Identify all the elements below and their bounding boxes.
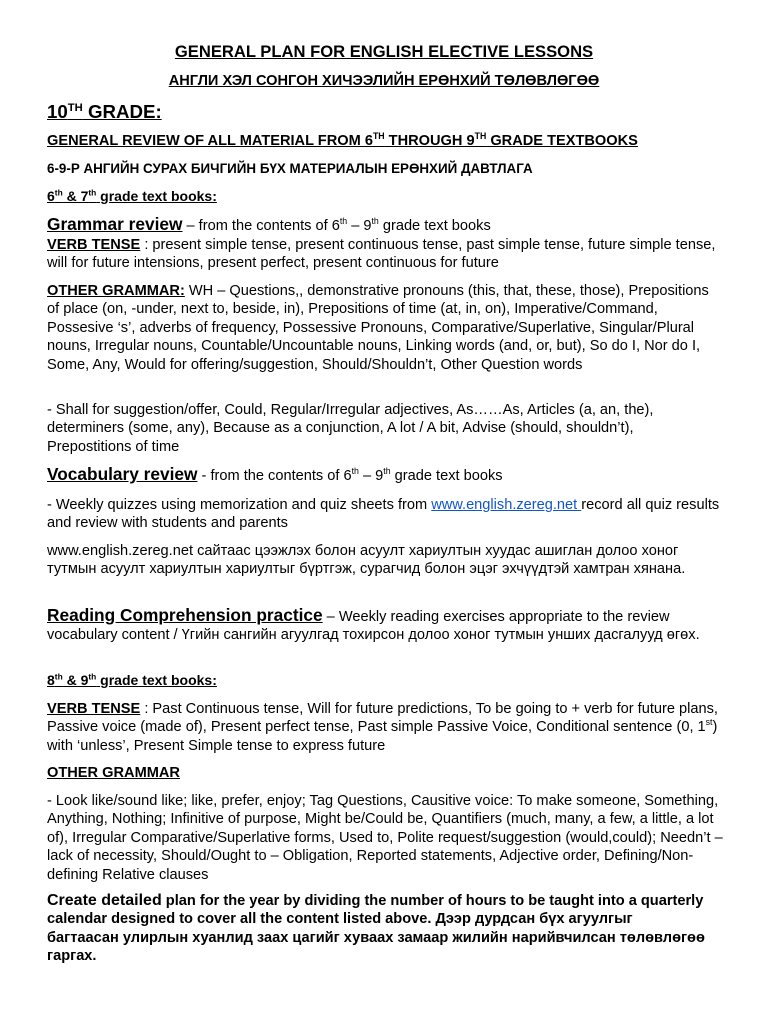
verb-tense-label: VERB TENSE	[47, 237, 141, 253]
grammar-review-heading: Grammar review	[47, 214, 183, 234]
other-grammar-8-9-paragraph: - Look like/sound like; like, prefer, enjoy; Tag Questions, Causitive voice: To make someone, Something, Anything, Nothing; Infinitive of purpose, Might be/Could be, Quantifiers (much, many, a few, a little, a lot of), Irregular Comparative/Superlative forms, Used to, Polite request/suggestion (would,could); Needn’t – lack of necessity, Should/Ought to – Obligation, Reported statements, Adjective order, Defining/Non-defining Relative clauses	[47, 793, 723, 883]
general-review-heading: GENERAL REVIEW OF ALL MATERIAL FROM 6TH THROUGH 9TH GRADE TEXTBOOKS	[47, 131, 638, 149]
grammar-extra-paragraph: - Shall for suggestion/offer, Could, Regular/Irregular adjectives, As……As, Articles (a, an, the), determiners (some, any), Because as a conjunction, A lot / A bit, Advise (should, shouldn’t), Prepostitions of time	[47, 402, 654, 455]
verb-tense-8-9-label: VERB TENSE	[47, 701, 141, 717]
grade-heading: 10TH GRADE:	[47, 101, 162, 122]
books-6-7-heading: 6th & 7th grade text books:	[47, 187, 217, 204]
other-grammar-paragraph: OTHER GRAMMAR: WH – Questions,, demonstrative pronouns (this, that, these, those), Prepositions of place (on, -under, next to, beside, in), Prepositions of time (at, in, on), Imperative/Command, Possesive ‘s’, adverbs of frequency, Possessive Pronouns, Comparative/Superlative, Singular/Plural nouns, Irregular nouns, Countable/Uncountable nouns, Linking words (and, or, but), So do I, Nor do I, Some, Any, Would for offering/suggestion, Should/Shouldn’t, Other Question words	[47, 283, 709, 373]
other-grammar-8-9-heading: OTHER GRAMMAR	[47, 765, 180, 781]
weekly-quizzes-paragraph-mn: www.english.zereg.net сайтаас цээжлэх болон асуулт хариултын хуудас ашиглан долоо хоног тутмын асуулт хариултын хариултыг бүртгэж, сурагчид болон эцэг эхчүүдтэй хамтран хянана.	[47, 543, 686, 578]
zereg-website-link[interactable]: www.english.zereg.net	[431, 497, 582, 513]
document-title: GENERAL PLAN FOR ENGLISH ELECTIVE LESSONS	[174, 42, 594, 61]
grammar-review-intro: Grammar review – from the contents of 6th – 9th grade text books	[47, 214, 491, 234]
weekly-quizzes-paragraph: - Weekly quizzes using memorization and quiz sheets from www.english.zereg.net record all quiz results and review with students and parents	[47, 497, 720, 532]
create-detailed-lead: Create detailed	[47, 892, 162, 909]
reading-comprehension-paragraph: Reading Comprehension practice – Weekly reading exercises appropriate to the review vocabulary content / Үгийн сангийн агуулгад тохирсон долоо хоног тутмын унших дасгалууд өгөх.	[47, 605, 700, 644]
reading-comprehension-heading: Reading Comprehension practice	[47, 605, 323, 625]
verb-tense-8-9-paragraph: VERB TENSE : Past Continuous tense, Will for future predictions, To be going to + verb for future plans, Passive voice (made of), Present perfect tense, Past simple Passive Voice, Conditional sentence (0, 1st) with ‘unless’, Present Simple tense to express future	[47, 701, 718, 754]
vocabulary-review-heading: Vocabulary review	[47, 464, 198, 484]
other-grammar-label: OTHER GRAMMAR:	[47, 283, 185, 299]
vocabulary-review-intro: Vocabulary review - from the contents of 6th – 9th grade text books	[47, 464, 503, 484]
create-plan-paragraph: Create detailed plan for the year by dividing the number of hours to be taught into a quarterly calendar designed to cover all the content listed above. Дээр дурдсан бүх агуулгыг багтаасан улирлын хуанлид заах цагийг хуваах замаар жилийн нарийвчилсан төлөвлөгөө гаргах.	[47, 892, 705, 965]
document-subtitle: АНГЛИ ХЭЛ СОНГОН ХИЧЭЭЛИЙН ЕРӨНХИЙ ТӨЛӨВЛӨГӨӨ	[168, 73, 600, 89]
general-review-heading-mn: 6-9-Р АНГИЙН СУРАХ БИЧГИЙН БҮХ МАТЕРИАЛЫН ЕРӨНХИЙ ДАВТЛАГА	[47, 161, 533, 176]
verb-tense-paragraph: VERB TENSE : present simple tense, present continuous tense, past simple tense, future simple tense, will for future intensions, present perfect, present continuous for future	[47, 237, 716, 272]
books-8-9-heading: 8th & 9th grade text books:	[47, 671, 217, 688]
